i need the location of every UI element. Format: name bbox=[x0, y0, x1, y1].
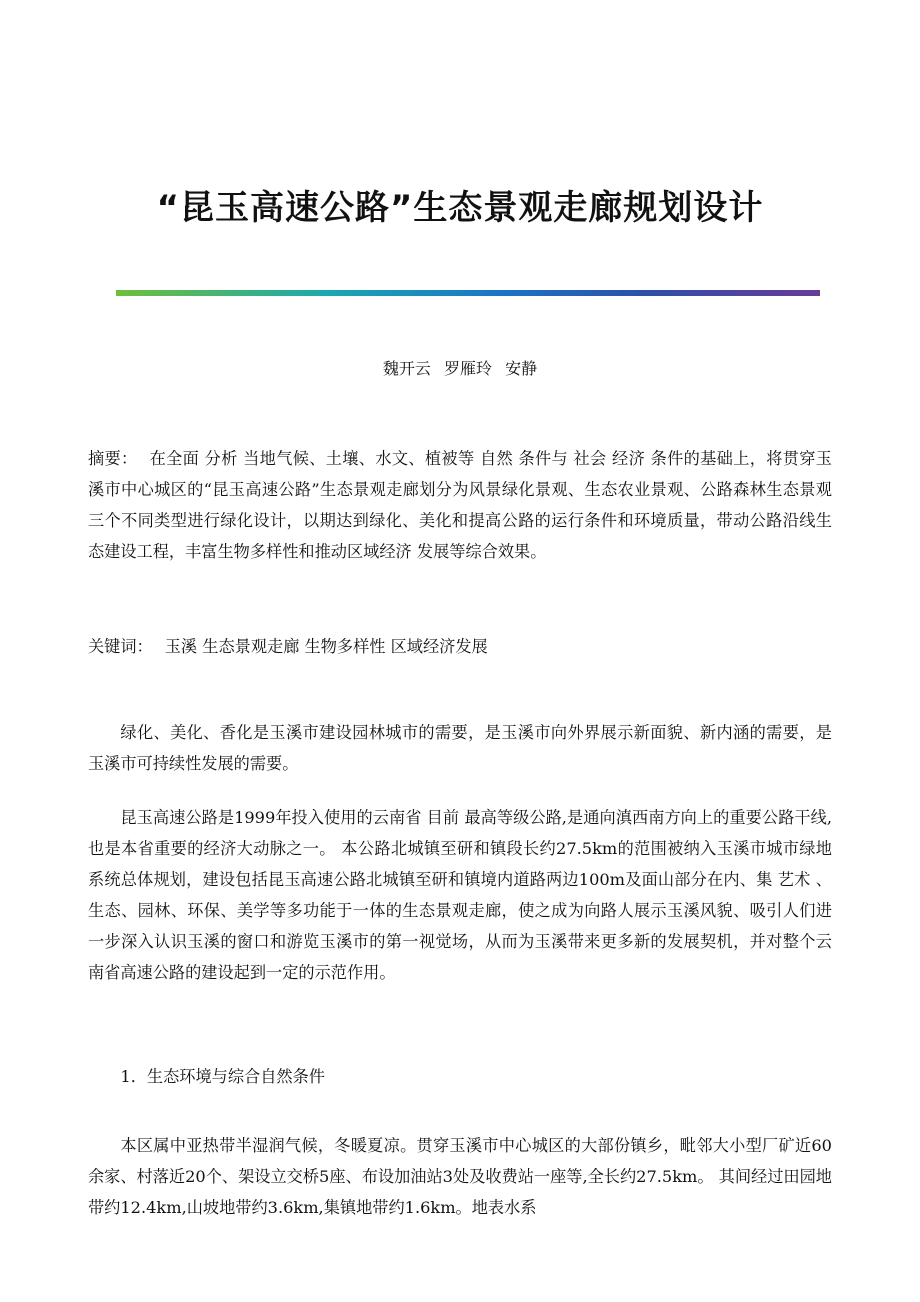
keywords bbox=[88, 631, 832, 662]
author-name: 罗雁玲 bbox=[443, 359, 492, 378]
body-paragraph: 绿化、美化、香化是玉溪市建设园林城市的需要，是玉溪市向外界展示新面貌、新内涵的需要，是玉溪市可持续性发展的需要。 bbox=[88, 723, 832, 773]
body-paragraph: 本区属中亚热带半湿润气候，冬暖夏凉。贯穿玉溪市中心城区的大部份镇乡，毗邻大小型厂矿近60余家、村落近20个、架设立交桥5座、布设加油站3处及收费站一座等,全长约27.5km。 其间经过田园地带约12.4km,山坡地带约3.6km,集镇地带约1.6km。地表水系 bbox=[88, 1136, 832, 1217]
title-divider bbox=[116, 290, 820, 296]
keywords-text: 玉溪 生态景观走廊 生物多样性 区域经济发展 bbox=[164, 637, 488, 656]
keywords-label: 关键词： bbox=[88, 637, 153, 656]
paper-title: “昆玉高速公路”生态景观走廊规划设计 bbox=[156, 188, 764, 228]
section-heading: 1．生态环境与综合自然条件 bbox=[120, 1067, 325, 1086]
abstract-text: 在全面 分析 当地气候、土壤、水文、植被等 自然 条件与 社会 经济 条件的基础上，将贯穿玉溪市中心城区的“昆玉高速公路”生态景观走廊划分为风景绿化景观、生态农业景观、公路森林生态景观三个不同类型进行绿化设计，以期达到绿化、美化和提高公路的运行条件和环境质量，带动公路沿线生态建设工程，丰富生物多样性和推动区域经济 发展等综合效果。 bbox=[88, 449, 832, 561]
author-name: 安静 bbox=[505, 359, 538, 378]
abstract-label: 摘要： bbox=[88, 449, 138, 468]
author-list bbox=[0, 356, 920, 379]
body-paragraph: 昆玉高速公路是1999年投入使用的云南省 目前 最高等级公路,是通向滇西南方向上的重要公路干线,也是本省重要的经济大动脉之一。 本公路北城镇至研和镇段长约27.5km的范围被纳入玉溪市城市绿地系统总体规划，建设包括昆玉高速公路北城镇至研和镇境内道路两边100m及面山部分在内、集 艺术 、生态、园林、环保、美学等多功能于一体的生态景观走廊，使之成为向路人展示玉溪风貌、吸引人们进一步深入认识玉溪的窗口和游览玉溪市的第一视觉场，从而为玉溪带来更多新的发展契机，并对整个云南省高速公路的建设起到一定的示范作用。 bbox=[88, 808, 832, 982]
author-name: 魏开云 bbox=[382, 359, 431, 378]
abstract bbox=[88, 443, 832, 567]
